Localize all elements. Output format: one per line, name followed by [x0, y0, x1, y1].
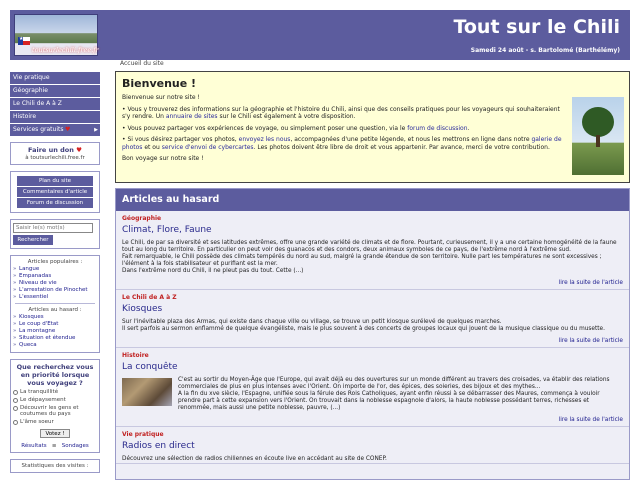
list-item[interactable]: » Queca — [13, 342, 97, 348]
directory-link[interactable]: annuaire de sites — [165, 113, 218, 120]
welcome-intro: Bienvenue sur notre site ! — [122, 94, 200, 101]
welcome-paragraph: • Vous pouvez partager vos expériences de voyage, ou simplement poser une question, via le forum de discussion. — [122, 124, 470, 132]
poll-option[interactable]: La tranquillité — [13, 389, 97, 395]
article-item — [116, 427, 629, 464]
article-category[interactable]: Vie pratique — [122, 431, 164, 438]
forum-button[interactable]: Forum de discussion — [17, 198, 93, 208]
photo-gallery-link[interactable]: galerie de photos — [122, 136, 562, 151]
date-line: Samedi 24 août - s. Bartolomé (Barthélémy) — [470, 47, 620, 54]
sidebar — [10, 72, 100, 473]
welcome-outro: Bon voyage sur notre site ! — [122, 155, 204, 162]
site-logo[interactable] — [14, 14, 98, 56]
forum-link[interactable]: forum de discussion — [407, 124, 468, 132]
menu-item-services-gratuits[interactable] — [10, 124, 100, 136]
menu-label: Géographie — [13, 87, 48, 94]
chevron-right-icon: ▶ — [94, 127, 98, 133]
article-body: C'est au sortir du Moyen-Âge que l'Europe, qui avait déjà eu des ouvertures sur un monde différent au travers des croisades, va établir des relations commerciales de plus en plus intenses avec l'Orient. On importe de l'or, des épices, des soieries, des bijoux et des mythes... A la fin du xve siècle, l'Espagne, unifiée sous la férule des Rois Catholiques, ayant enfin réussi à se débarrasser des Maures, commença à vouloir prendre part à cette expansion vers l'Orient. On trouvait dans la noblesse espagnole d'alors, la haute noblesse possédant terres, richesses et renommée, mais aussi une petite noblesse, pauvre, (...) — [122, 377, 623, 412]
menu-label: Vie pratique — [13, 74, 50, 81]
tools-box — [10, 171, 100, 213]
article-body: Sur l'inévitable plaza des Armas, qui existe dans chaque ville ou village, se trouve un petit kiosque surélevé de quelques marches. Il sert parfois au sermon enflammé de quelque évangéliste, mais le plus souvent à des concerts de groupes locaux qui jouent de la musique classique ou du musette. — [122, 319, 605, 332]
poll-option[interactable]: Le dépaysement — [13, 397, 97, 403]
radio-icon[interactable] — [13, 390, 18, 395]
welcome-paragraph: • Si vous désirez partager vos photos, envoyez les nous, accompagnées d'une petite légende, et nous les mettrons en ligne dans notre galerie de photos et ou service d'envoi de cybercartes. Les photos doivent être libre de droit et vous appartenir. Par avance, merci de votre contribution. — [122, 136, 562, 151]
article-category[interactable]: Histoire — [122, 352, 149, 359]
poll-question: Que recherchez vous en priorité lorsque vous voyagez ? — [16, 363, 94, 387]
chile-flag-icon — [18, 37, 30, 45]
article-title[interactable]: Climat, Flore, Faune — [122, 225, 212, 235]
random-title: Articles au hasard : — [28, 307, 82, 313]
radio-icon[interactable] — [13, 406, 18, 411]
menu-item-vie-pratique[interactable] — [10, 72, 100, 84]
menu-item-chili-a-z[interactable] — [10, 98, 100, 110]
poll-box — [10, 359, 100, 453]
sitemap-button[interactable]: Plan du site — [17, 176, 93, 186]
list-item[interactable]: » Niveau de vie — [13, 280, 97, 286]
results-link[interactable]: Résultats — [21, 443, 47, 449]
send-photos-link[interactable]: envoyez les nous — [238, 136, 291, 143]
read-more-link[interactable]: lire la suite de l'article — [558, 338, 623, 344]
list-item[interactable]: » Kiosques — [13, 314, 97, 320]
ecard-link[interactable]: service d'envoi de cybercartes — [161, 143, 254, 151]
article-item — [116, 211, 629, 290]
radio-icon[interactable] — [13, 398, 18, 403]
donation-title: Faire un don ♥ — [28, 146, 82, 154]
article-item — [116, 290, 629, 348]
random-list — [13, 314, 97, 348]
menu-label: Services gratuits — [13, 126, 64, 133]
article-lists-box — [10, 255, 100, 353]
site-header — [10, 10, 630, 60]
surveys-link[interactable]: Sondages — [61, 443, 89, 449]
random-articles — [115, 188, 630, 480]
article-title[interactable]: Radios en direct — [122, 441, 195, 451]
poll-links: Résultats ≡ Sondages — [21, 443, 89, 449]
welcome-box — [115, 71, 630, 183]
list-item[interactable]: » Empanadas — [13, 273, 97, 279]
poll-option[interactable]: L'âme soeur — [13, 419, 97, 425]
donation-box[interactable] — [10, 142, 100, 165]
list-item[interactable]: » Langue — [13, 266, 97, 272]
articles-heading: Articles au hasard — [116, 189, 629, 211]
divider — [15, 303, 95, 304]
search-input[interactable] — [13, 223, 93, 233]
popular-title: Articles populaires : — [27, 259, 83, 265]
article-body: Le Chili, de par sa diversité et ses latitudes extrêmes, offre une grande variété de climats et de flore. Pourtant, curieusement, il y a une certaine homogénéité de la faune tout au long du territoire. En particulier on peut voir des guanacos et des condors, deux animaux symboles de ce pays, de l'extrême nord à l'extrême sud. Fait remarquable, le Chili possède des climats tempérés du nord au sud, malgré la grande étendue de son territoire. Nulle part les températures ne sont excessives ; l'élément à la fois stabilisateur et purifiant est la mer. Dans l'extrême nord du Chili, il ne pleut pas du tout. Cette (...) — [122, 240, 617, 274]
list-item[interactable]: » Le coup d'Etat — [13, 321, 97, 327]
heart-icon: ♥ — [65, 126, 71, 133]
menu-label: Le Chili de A à Z — [13, 100, 62, 107]
menu-item-geographie[interactable] — [10, 85, 100, 97]
article-category[interactable]: Le Chili de A à Z — [122, 294, 177, 301]
read-more-link[interactable]: lire la suite de l'article — [558, 417, 623, 423]
read-more-link[interactable]: lire la suite de l'article — [558, 280, 623, 286]
poll-option[interactable]: Découvrir les gens et coutumes du pays — [13, 405, 97, 417]
logo-text: toutsurlechili.free.fr — [32, 46, 99, 54]
article-title[interactable]: Kiosques — [122, 304, 163, 314]
menu-item-histoire[interactable] — [10, 111, 100, 123]
popular-list — [13, 266, 97, 300]
comments-button[interactable]: Commentaires d'article — [17, 187, 93, 197]
welcome-paragraph: • Vous y trouverez des informations sur la géographie et l'histoire du Chili, ainsi que des conseils pratiques pour les voyageurs qui souhaiteraient s'y rendre. Un annuaire de sites sur le Chili est également à votre disposition. — [122, 105, 560, 120]
stats-box — [10, 459, 100, 473]
heart-icon: ♥ — [76, 146, 82, 154]
search-box — [10, 219, 100, 249]
article-category[interactable]: Géographie — [122, 215, 162, 222]
donation-subtitle: à toutsurlechili.free.fr — [25, 155, 85, 161]
list-item[interactable]: » Situation et étendue — [13, 335, 97, 341]
search-button[interactable]: Rechercher — [13, 235, 53, 245]
stats-title: Statistiques des visites : — [21, 463, 89, 469]
list-item[interactable]: » La montagne — [13, 328, 97, 334]
menu-label: Histoire — [13, 113, 37, 120]
list-item[interactable]: » L'essentiel — [13, 294, 97, 300]
article-title[interactable]: La conquête — [122, 362, 178, 372]
tree-photo — [572, 97, 624, 175]
site-title: Tout sur le Chili — [453, 16, 620, 38]
welcome-title: Bienvenue ! — [122, 77, 197, 90]
article-image — [122, 378, 172, 406]
article-item — [116, 348, 629, 427]
radio-icon[interactable] — [13, 420, 18, 425]
list-item[interactable]: » L'arrestation de Pinochet — [13, 287, 97, 293]
breadcrumb[interactable]: Accueil du site — [120, 60, 164, 67]
article-body: Découvrez une sélection de radios chiliennes en écoute live en accédant au site de CONEP. — [122, 456, 387, 462]
vote-button[interactable]: Votez ! — [40, 429, 69, 438]
